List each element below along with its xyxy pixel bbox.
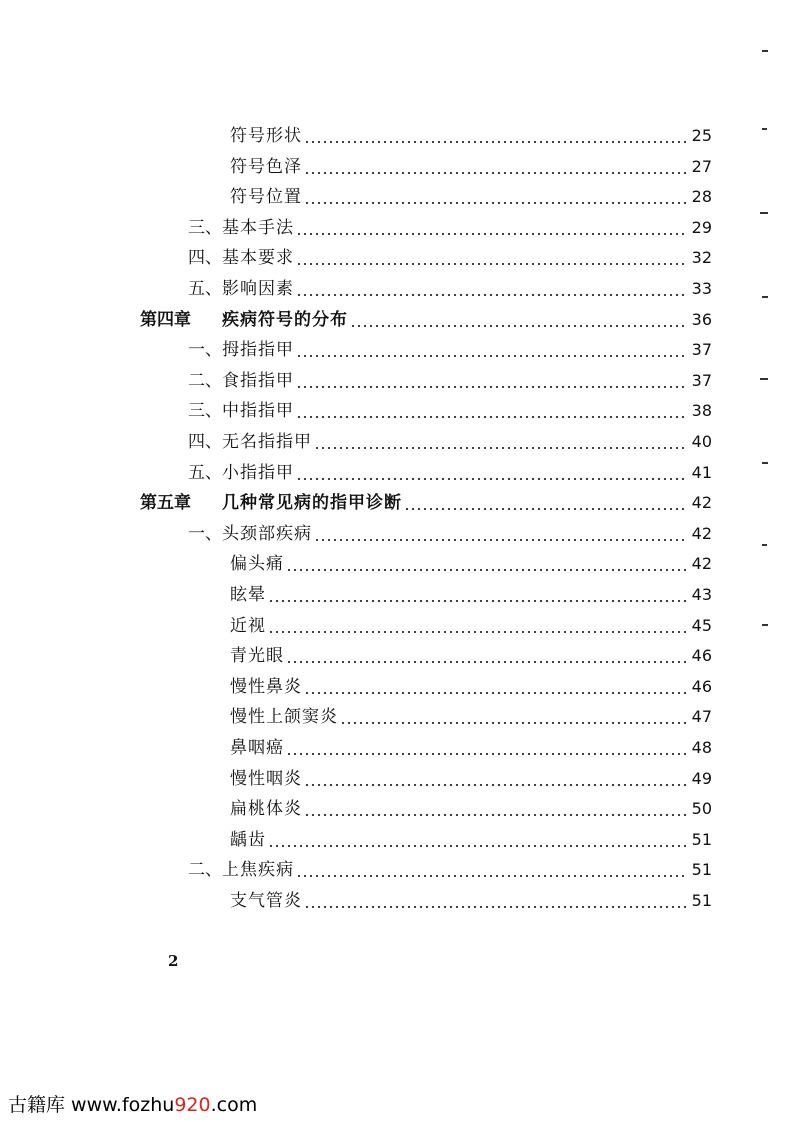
- entry-page-number: 37: [691, 370, 712, 390]
- toc-entry-row: [188, 277, 712, 301]
- entry-title: 无名指指甲: [222, 432, 312, 452]
- toc-entry-row: [230, 644, 712, 668]
- toc-entry-row: [188, 338, 712, 362]
- scan-speck: [760, 212, 768, 214]
- entry-page-number: 51: [691, 860, 712, 880]
- entry-title: 支气管炎: [230, 891, 302, 911]
- dot-leader: [314, 522, 688, 546]
- section-number: 四、: [188, 248, 222, 269]
- entry-title: 鼻咽癌: [230, 738, 284, 758]
- dot-leader: [296, 858, 688, 882]
- entry-title: 青光眼: [230, 646, 284, 667]
- toc-entry-row: [230, 828, 712, 852]
- dot-leader: [296, 399, 688, 423]
- entry-page-number: 48: [691, 738, 712, 757]
- chapter-number: 第五章: [140, 493, 191, 514]
- entry-page-number: 43: [691, 585, 712, 604]
- toc-entry-row: [188, 858, 712, 882]
- entry-title: 符号形状: [230, 126, 302, 146]
- entry-title: 基本要求: [222, 248, 294, 269]
- scan-speck: [762, 128, 767, 130]
- entry-page-number: 37: [691, 340, 712, 360]
- entry-page-number: 46: [691, 676, 712, 696]
- entry-page-number: 50: [691, 799, 712, 819]
- dot-leader: [268, 583, 688, 607]
- toc-entry-row: [230, 889, 712, 913]
- watermark: [8, 1090, 257, 1117]
- entry-page-number: 42: [691, 523, 712, 543]
- toc-chapter-row: [140, 308, 712, 332]
- watermark-prefix: 古籍库 www.fozhu: [8, 1094, 175, 1116]
- dot-leader: [314, 430, 688, 454]
- entry-title: 基本手法: [222, 217, 294, 238]
- entry-page-number: 32: [691, 248, 712, 268]
- scan-speck: [762, 50, 768, 52]
- toc-entry-row: [230, 736, 712, 760]
- section-number: 三、: [188, 217, 222, 238]
- dot-leader: [286, 736, 688, 760]
- entry-page-number: 38: [691, 401, 712, 421]
- dot-leader: [296, 338, 688, 362]
- dot-leader: [304, 889, 688, 913]
- section-number: 五、: [188, 279, 222, 299]
- entry-page-number: 27: [691, 156, 712, 176]
- section-number: 一、: [188, 340, 222, 361]
- scan-speck: [762, 296, 768, 298]
- dot-leader: [340, 705, 688, 729]
- entry-title: 眩晕: [230, 585, 266, 605]
- section-number: 一、: [188, 523, 222, 544]
- toc-entry-row: [188, 216, 712, 240]
- entry-title: 符号色泽: [230, 156, 302, 177]
- entry-page-number: 51: [691, 829, 712, 849]
- entry-title: 几种常见病的指甲诊断: [222, 493, 402, 514]
- dot-leader: [304, 124, 688, 148]
- watermark-suffix: .com: [210, 1094, 258, 1116]
- entry-page-number: 28: [691, 187, 712, 207]
- dot-leader: [304, 797, 688, 821]
- entry-title: 疾病符号的分布: [222, 309, 348, 330]
- entry-page-number: 25: [691, 126, 712, 145]
- entry-title: 慢性咽炎: [230, 768, 302, 789]
- watermark-highlight: 920: [174, 1094, 211, 1116]
- section-number: 二、: [188, 860, 222, 881]
- toc-entry-row: [230, 583, 712, 607]
- entry-page-number: 40: [691, 432, 712, 451]
- entry-page-number: 29: [691, 217, 712, 237]
- dot-leader: [296, 277, 688, 301]
- dot-leader: [296, 246, 688, 270]
- scan-speck: [762, 462, 768, 464]
- entry-title: 慢性鼻炎: [230, 676, 302, 697]
- chapter-number: 第四章: [140, 309, 191, 330]
- toc-entry-row: [188, 369, 712, 393]
- toc-entry-row: [188, 430, 712, 454]
- dot-leader: [350, 308, 688, 332]
- dot-leader: [286, 644, 688, 668]
- entry-title: 小指指甲: [222, 462, 294, 483]
- entry-title: 近视: [230, 615, 266, 636]
- toc-entry-row: [230, 675, 712, 699]
- toc-entry-row: [188, 246, 712, 270]
- toc-chapter-row: [140, 491, 712, 515]
- entry-page-number: 42: [691, 554, 712, 574]
- entry-page-number: 47: [691, 707, 712, 727]
- entry-title: 头颈部疾病: [222, 523, 312, 544]
- entry-page-number: 41: [691, 462, 712, 482]
- scan-speck: [762, 544, 767, 546]
- dot-leader: [404, 491, 688, 515]
- toc-entry-row: [188, 522, 712, 546]
- toc-entry-row: [230, 124, 712, 148]
- dot-leader: [296, 369, 688, 393]
- entry-page-number: 49: [691, 768, 712, 788]
- toc-entry-row: [188, 461, 712, 485]
- dot-leader: [286, 552, 688, 576]
- dot-leader: [304, 767, 688, 791]
- entry-title: 龋齿: [230, 829, 266, 850]
- dot-leader: [268, 614, 688, 638]
- entry-page-number: 33: [691, 279, 712, 298]
- dot-leader: [304, 185, 688, 209]
- toc-entry-row: [230, 705, 712, 729]
- entry-page-number: 45: [691, 615, 712, 635]
- section-number: 三、: [188, 401, 222, 422]
- entry-title: 上焦疾病: [222, 860, 294, 881]
- toc-entry-row: [230, 767, 712, 791]
- scan-speck: [762, 624, 768, 626]
- dot-leader: [296, 461, 688, 485]
- toc-entry-row: [230, 552, 712, 576]
- entry-title: 食指指甲: [222, 370, 294, 391]
- toc-entry-row: [230, 614, 712, 638]
- entry-title: 扁桃体炎: [230, 799, 302, 820]
- dot-leader: [304, 155, 688, 179]
- entry-title: 影响因素: [222, 279, 294, 299]
- toc-entry-row: [230, 797, 712, 821]
- section-number: 二、: [188, 370, 222, 391]
- entry-title: 拇指指甲: [222, 340, 294, 361]
- toc-entry-row: [188, 399, 712, 423]
- entry-page-number: 42: [691, 493, 712, 513]
- page-number: 2: [168, 952, 179, 970]
- entry-page-number: 46: [691, 646, 712, 666]
- entry-page-number: 36: [691, 309, 712, 329]
- toc-entry-row: [230, 185, 712, 209]
- entry-title: 符号位置: [230, 187, 302, 208]
- entry-title: 中指指甲: [222, 401, 294, 422]
- entry-page-number: 51: [691, 891, 712, 910]
- dot-leader: [268, 828, 688, 852]
- entry-title: 偏头痛: [230, 554, 284, 575]
- section-number: 五、: [188, 462, 222, 483]
- dot-leader: [296, 216, 688, 240]
- entry-title: 慢性上颌窦炎: [230, 707, 338, 728]
- scan-speck: [760, 378, 768, 380]
- section-number: 四、: [188, 432, 222, 452]
- toc-entry-row: [230, 155, 712, 179]
- dot-leader: [304, 675, 688, 699]
